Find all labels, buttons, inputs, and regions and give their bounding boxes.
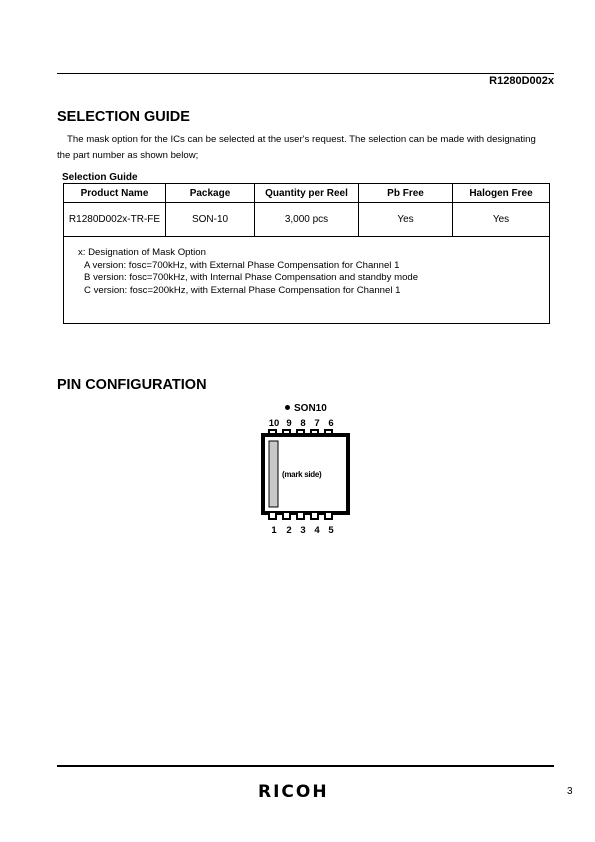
page-number: 3 [567, 786, 573, 797]
mask-option-notes [64, 237, 550, 324]
bullet-icon [285, 405, 290, 410]
table-notes-row [64, 237, 550, 324]
pin-number-9: 9 [286, 418, 292, 429]
pin-number-5: 5 [328, 525, 334, 536]
cell-quantity: 3,000 pcs [255, 203, 359, 237]
pin-number-7: 7 [314, 418, 320, 429]
selection-intro-line1: The mask option for the ICs can be selected at the user's request. The selection can be made with designating [67, 134, 536, 145]
col-halogen-free: Halogen Free [453, 184, 550, 203]
selection-intro [57, 132, 552, 164]
mask-option-b: B version: fosc=700kHz, with Internal Phase Compensation and standby mode [84, 272, 419, 283]
pin-number-1: 1 [271, 525, 277, 536]
col-pb-free: Pb Free [359, 184, 453, 203]
pin-number-6: 6 [328, 418, 334, 429]
cell-product-name: R1280D002x-TR-FE [64, 203, 166, 237]
header-part-number: R1280D002x [489, 75, 554, 87]
selection-table [63, 183, 550, 324]
mask-option-title: x: Designation of Mask Option [78, 247, 206, 258]
col-product-name: Product Name [64, 184, 166, 203]
col-quantity: Quantity per Reel [255, 184, 359, 203]
pin-number-2: 2 [286, 525, 292, 536]
table-caption: Selection Guide [62, 172, 138, 183]
pin1-indicator-bar [269, 441, 278, 507]
cell-pb-free: Yes [359, 203, 453, 237]
table-header-row [64, 184, 550, 203]
pin-number-4: 4 [314, 525, 320, 536]
mask-option-a: A version: fosc=700kHz, with External Phase Compensation for Channel 1 [84, 259, 400, 271]
col-package: Package [166, 184, 255, 203]
header-rule [57, 73, 554, 74]
selection-guide-heading: SELECTION GUIDE [57, 109, 190, 125]
pin-number-8: 8 [300, 418, 306, 429]
ricoh-logo: RICOH [258, 782, 329, 802]
mask-option-c: C version: fosc=200kHz, with External Phase Compensation for Channel 1 [84, 284, 401, 296]
package-label [285, 403, 327, 414]
mark-side-label: (mark side) [282, 470, 322, 479]
pin-number-10: 10 [268, 418, 280, 429]
footer-rule [57, 765, 554, 767]
pin-number-3: 3 [300, 525, 306, 536]
table-row [64, 203, 550, 237]
cell-package: SON-10 [166, 203, 255, 237]
cell-halogen-free: Yes [453, 203, 550, 237]
package-name: SON10 [294, 403, 327, 414]
selection-intro-line2: the part number as shown below; [57, 150, 199, 161]
pin-config-heading: PIN CONFIGURATION [57, 377, 207, 393]
